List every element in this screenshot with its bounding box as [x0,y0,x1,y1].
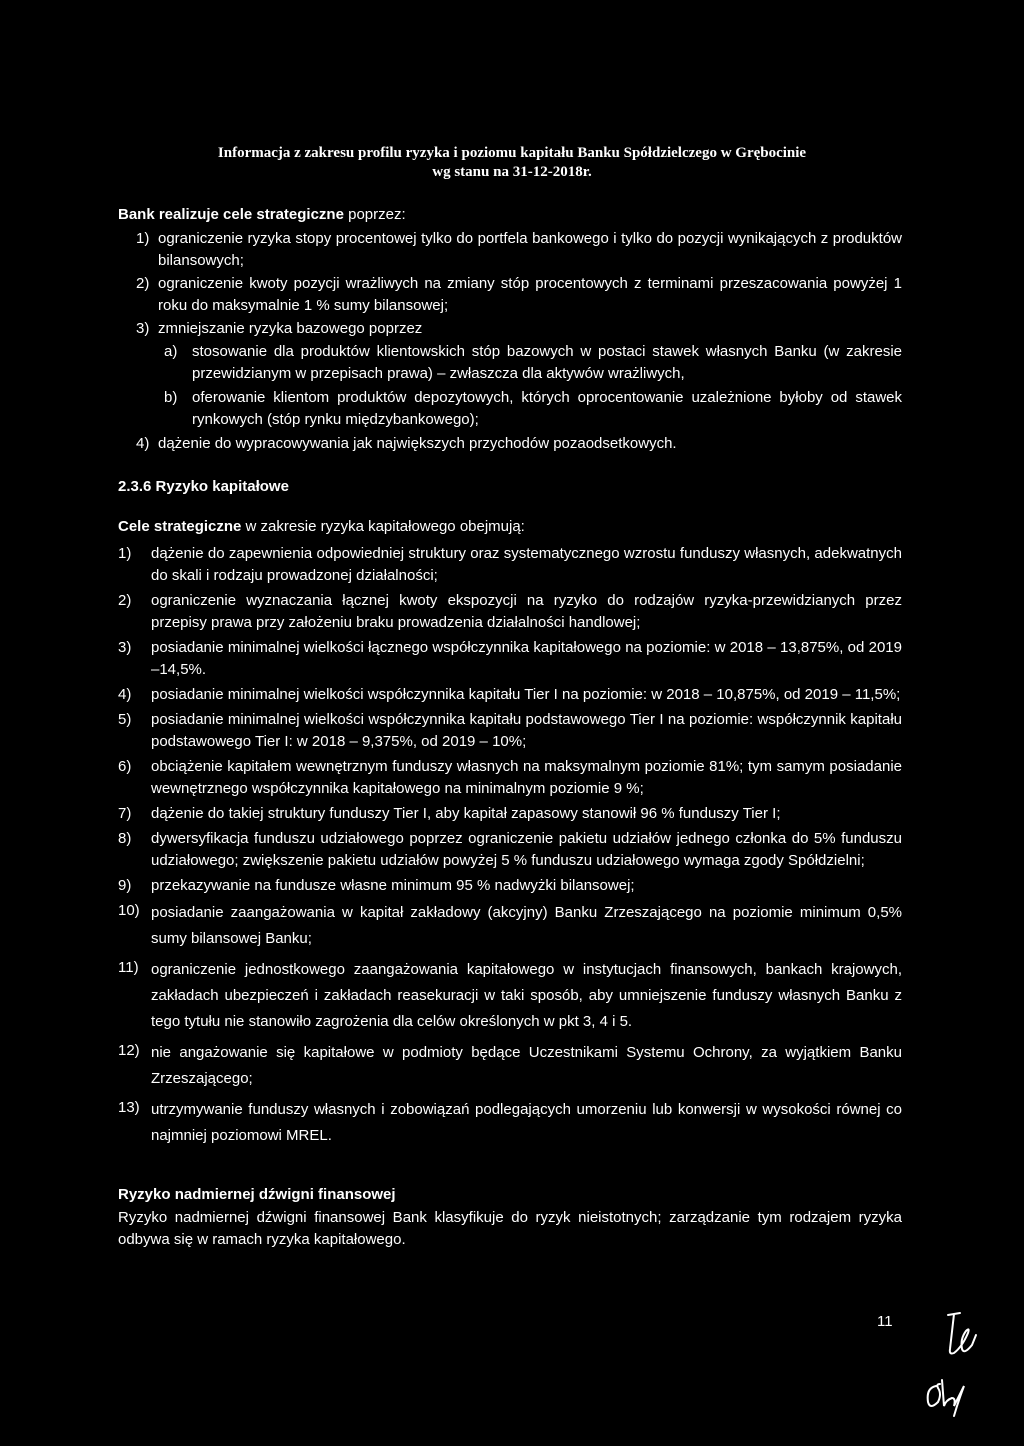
section-heading [118,476,902,498]
item-number: 13) [118,1099,140,1116]
item-text: dywersyfikacja funduszu udziałowego poprzez ograniczenie pakietu udziałów jednego członka do 5% funduszu udziałowego; zwiększenie pakietu udziałów powyżej 5 % funduszu udziałowego wymaga zgody Spółdzielni; [151,830,902,869]
item-number: 1) [118,545,132,562]
intro-bold: Cele strategiczne [118,518,242,535]
item-text: zmniejszanie ryzyka bazowego poprzez [158,320,423,337]
item-text: dążenie do takiej struktury funduszy Tier I, aby kapitał zapasowy stanowił 96 % funduszy Tier I; [151,805,781,822]
item-text: ograniczenie wyznaczania łącznej kwoty ekspozycji na ryzyko do rodzajów ryzyka-przewidzianych przez przepisy prawa przy założeniu braku prowadzenia działalności handlowej; [151,592,902,631]
item-text: posiadanie zaangażowania w kapitał zakładowy (akcyjny) Banku Zrzeszającego na poziomie minimum 0,5% sumy bilansowej Banku; [151,904,902,947]
header-title: Informacja z zakresu profilu ryzyka i poziomu kapitału Banku Spółdzielczego w Grębocinie [217,145,807,161]
list-item [136,273,902,317]
item-text: nie angażowanie się kapitałowe w podmioty będące Uczestnikami Systemu Ochrony, za wyjątkiem Banku Zrzeszającego; [151,1044,902,1087]
section-title: Ryzyko kapitałowe [155,478,289,495]
list-item [136,318,902,340]
list-item [136,433,902,455]
item-number: 6) [118,758,132,775]
signature-initials-2 [922,1376,972,1420]
item-text: posiadanie minimalnej wielkości współczynnika kapitału podstawowego Tier I na poziomie: współczynnik kapitału podstawowego Tier I: w 2018 – 9,375%, od 2019 – 10%; [151,711,902,750]
item-text: dążenie do zapewnienia odpowiedniej struktury oraz systematycznego wzrostu funduszy własnych, adekwatnych do skali i rodzaju prowadzonej działalności; [151,545,902,584]
item-number: 1) [136,230,150,247]
leverage-risk-section [118,1184,902,1251]
list-item [118,957,902,1035]
item-number: 10) [118,902,140,919]
list-item [118,900,902,952]
leverage-risk-title: Ryzyko nadmiernej dźwigni finansowej [118,1186,396,1203]
list-item [118,828,902,872]
list-item [118,756,902,800]
sub-list-item [164,341,902,385]
item-number: 2) [136,275,150,292]
list-item [136,228,902,272]
sub-item-text: oferowanie klientom produktów depozytowych, których oprocentowanie uzależnione byłoby od stawek rynkowych (stóp rynku międzybankowego); [192,389,902,428]
list-item [118,543,902,587]
list-item [118,1097,902,1149]
item-text: posiadanie minimalnej wielkości łącznego współczynnika kapitałowego na poziomie: w 2018 – 13,875%, od 2019 –14,5%. [151,639,902,678]
list-item [118,637,902,681]
item-number: 5) [118,711,132,728]
item-number: 9) [118,877,132,894]
sub-item-letter: b) [164,389,178,406]
list-item [118,684,902,706]
goals-list [118,543,902,1149]
item-number: 8) [118,830,132,847]
section-intro [118,516,902,538]
intro-bold: Bank realizuje cele strategiczne [118,206,344,223]
sub-item-text: stosowanie dla produktów klientowskich stóp bazowych w postaci stawek własnych Banku (w zakresie przewidzianym w przepisach prawa) – zwłaszcza dla aktywów wrażliwych, [192,343,902,382]
item-number: 2) [118,592,132,609]
item-number: 7) [118,805,132,822]
item-text: ograniczenie jednostkowego zaangażowania kapitałowego w instytucjach finansowych, bankach krajowych, zakładach ubezpieczeń i zakładach reasekuracji w taki sposób, aby umniejszenie funduszy własnych Banku z tego tytułu nie stanowiło zagrożenia dla celów określonych w pkt 3, 4 i 5. [151,961,902,1030]
section-number: 2.3.6 [118,478,152,495]
item-number: 12) [118,1042,140,1059]
item-text: ograniczenie kwoty pozycji wrażliwych na zmiany stóp procentowych z terminami przeszacowania powyżej 1 roku do maksymalnie 1 % sumy bilansowej; [158,275,902,314]
item-number: 4) [136,435,150,452]
intro-rest: w zakresie ryzyka kapitałowego obejmują: [241,518,525,535]
item-number: 3) [118,639,132,656]
intro-rest: poprzez: [343,206,406,223]
item-text: obciążenie kapitałem wewnętrznym funduszy własnych na maksymalnym poziomie 81%; tym samym posiadanie wewnętrznego współczynnika kapitałowego na minimalnym poziomie 9 %; [151,758,902,797]
item-number: 3) [136,320,150,337]
goals-list [118,228,902,455]
list-item [118,590,902,634]
interest-rate-risk-goals [118,204,902,456]
sub-list-item [164,387,902,431]
leverage-risk-body: Ryzyko nadmiernej dźwigni finansowej Bank klasyfikuje do ryzyk nieistotnych; zarządzanie tym rodzajem ryzyka odbywa się w ramach ryzyka kapitałowego. [118,1209,902,1248]
page-number: 11 [877,1313,893,1330]
list-item [118,709,902,753]
header-date: wg stanu na 31-12-2018r. [432,164,592,180]
item-number: 11) [118,959,139,976]
item-text: ograniczenie ryzyka stopy procentowej tylko do portfela bankowego i tylko do pozycji wynikających z produktów bilansowych; [158,230,902,269]
capital-risk-goals [118,516,902,1154]
item-number: 4) [118,686,132,703]
list-item [118,803,902,825]
list-item [118,1040,902,1092]
page-header [0,144,1024,182]
signature-initials-1 [942,1309,978,1359]
item-text: przekazywanie na fundusze własne minimum 95 % nadwyżki bilansowej; [151,877,635,894]
section-intro [118,204,902,226]
item-text: utrzymywanie funduszy własnych i zobowiązań podlegających umorzeniu lub konwersji w wysokości równej co najmniej poziomowi MREL. [151,1101,902,1144]
list-item [118,875,902,897]
sub-item-letter: a) [164,343,178,360]
item-text: posiadanie minimalnej wielkości współczynnika kapitału Tier I na poziomie: w 2018 – 10,875%, od 2019 – 11,5%; [151,686,901,703]
item-text: dążenie do wypracowywania jak największych przychodów pozaodsetkowych. [158,435,677,452]
